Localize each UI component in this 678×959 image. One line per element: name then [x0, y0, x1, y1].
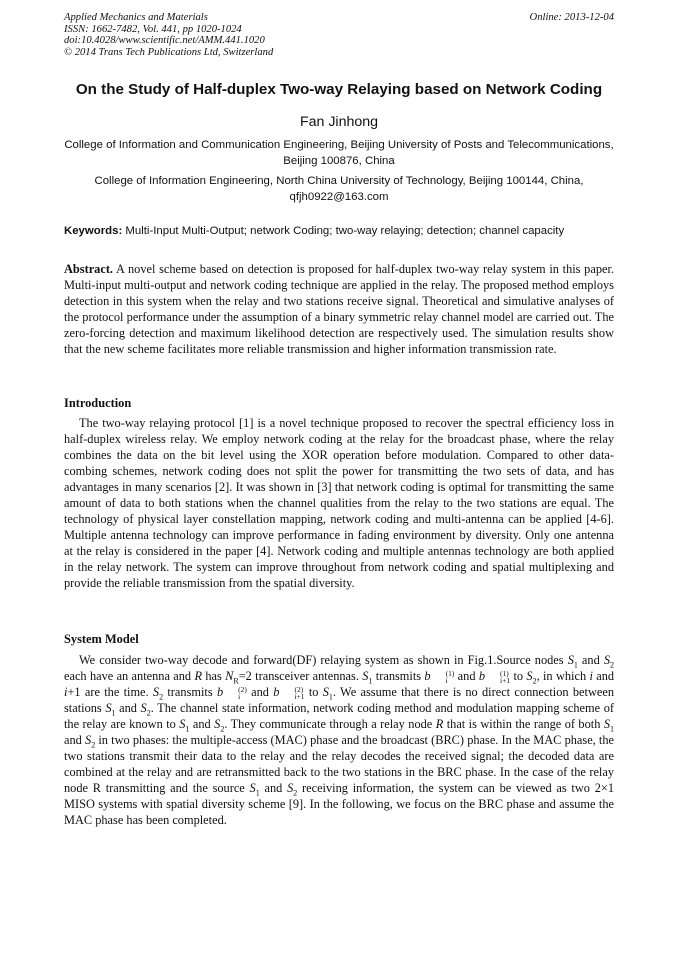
journal-name: Applied Mechanics and Materials — [64, 12, 208, 23]
online-date: Online: 2013-12-04 — [529, 12, 614, 23]
doi-line: doi:10.4028/www.scientific.net/AMM.441.1020 — [64, 35, 265, 47]
system-model-heading: System Model — [64, 632, 139, 646]
author-name: Fan Jinhong — [299, 114, 379, 130]
issn-line: ISSN: 1662-7482, Vol. 441, pp 1020-1024 — [64, 23, 242, 35]
introduction-heading: Introduction — [64, 396, 132, 410]
abstract-text: A novel scheme based on detection is proposed for half-duplex two-way relay system in this paper. Multi-input multi-output and network coding technique are applied in the relay. The proposed method employs detection in this system when the relay and two stations receive signal. Theoretical and simulative analyses of the protocol performance under the assumption of a binary symmetric relay channel model are carried out. The zero-forcing detection and maximum likelihood detection are respectively used. The simulation results show that the new scheme facilitates more reliable transmission and higher information transmission rate. — [64, 262, 614, 356]
keywords-line — [64, 224, 620, 239]
abstract-label: Abstract. — [64, 262, 114, 276]
system-model-paragraph: We consider two-way decode and forward(DF) relaying system as shown in Fig.1.Source nodes $S_1$ and $S_2$ each have an antenna and R has $N_R=2$ transceiver antennas. $S_1$ transmits b (1) i and b (1) i+1 to $S_2$, in which i and i+1 are the time. $S_2$ transmits b (2) i and b (2) i+1 to $S_1$. We assume that there is no direct connection between stations $S_1$ and $S_2$. The channel state information, network coding method and modulation mapping scheme of the relay are known to $S_1$ and $S_2$. They communicate through a relay node R that is within the range of both $S_1$ and $S_2$ in two phases: the multiple-access (MAC) phase and the broadcast (BRC) phase. In the MAC phase, the two stations transmit their data to the relay and the relay decodes the received signal; the decoded data are combined at the relay and are retransmitted back to the two stations in the BRC phase. In the case of the relay node R transmitting and the source $S_1$ and $S_2$ receiving information, the system can be viewed as two 2×1 MISO systems with spatial diversity scheme [9]. In the following, we focus on the BRC phase and assume the MAC phase has been completed. — [64, 653, 615, 827]
introduction-paragraph: The two-way relaying protocol [1] is a novel technique proposed to recover the spectral efficiency loss in half-duplex wireless relay. We employ network coding at the relay for the broadcast phase, where the relay combines the data on the bit level using the XOR operation before modulation. Compared to other data-combing schemes, network coding does not split the power for transmitting the two sets of data, and has advantages in many scenarios [2]. It was shown in [3] that network coding is optimal for transmitting the same amount of data to both stations when the channel qualities from the relay to the two stations are equal. The technology of physical layer constellation mapping, network coding and multi-antenna can be applied [4-6]. Multiple antenna technology can improve performance in fading environment by diversity. Only one antenna at the relay is considered in the paper [4]. Network coding and multiple antennas technology are both applied in the relay network. The system can improve throughout from network coding and spatial multiplexing and provide the reliable transmission from the spatial diversity. — [64, 416, 614, 590]
copyright-line: © 2014 Trans Tech Publications Ltd, Switzerland — [64, 46, 274, 58]
keywords-label: Keywords: — [64, 225, 123, 237]
affiliation-2: College of Information Engineering, North China University of Technology, Beijing 100144, China, qfjh0922@163.com — [94, 175, 584, 203]
affiliation-1: College of Information and Communication Engineering, Beijing University of Posts and Telecommunications, Beijing 100876, China — [64, 139, 614, 167]
journal-header — [64, 12, 273, 58]
abstract-paragraph — [64, 262, 614, 358]
keywords-text: Multi-Input Multi-Output; network Coding; two-way relaying; detection; channel capacity — [125, 225, 565, 237]
paper-title: On the Study of Half-duplex Two-way Relaying based on Network Coding — [75, 81, 603, 98]
